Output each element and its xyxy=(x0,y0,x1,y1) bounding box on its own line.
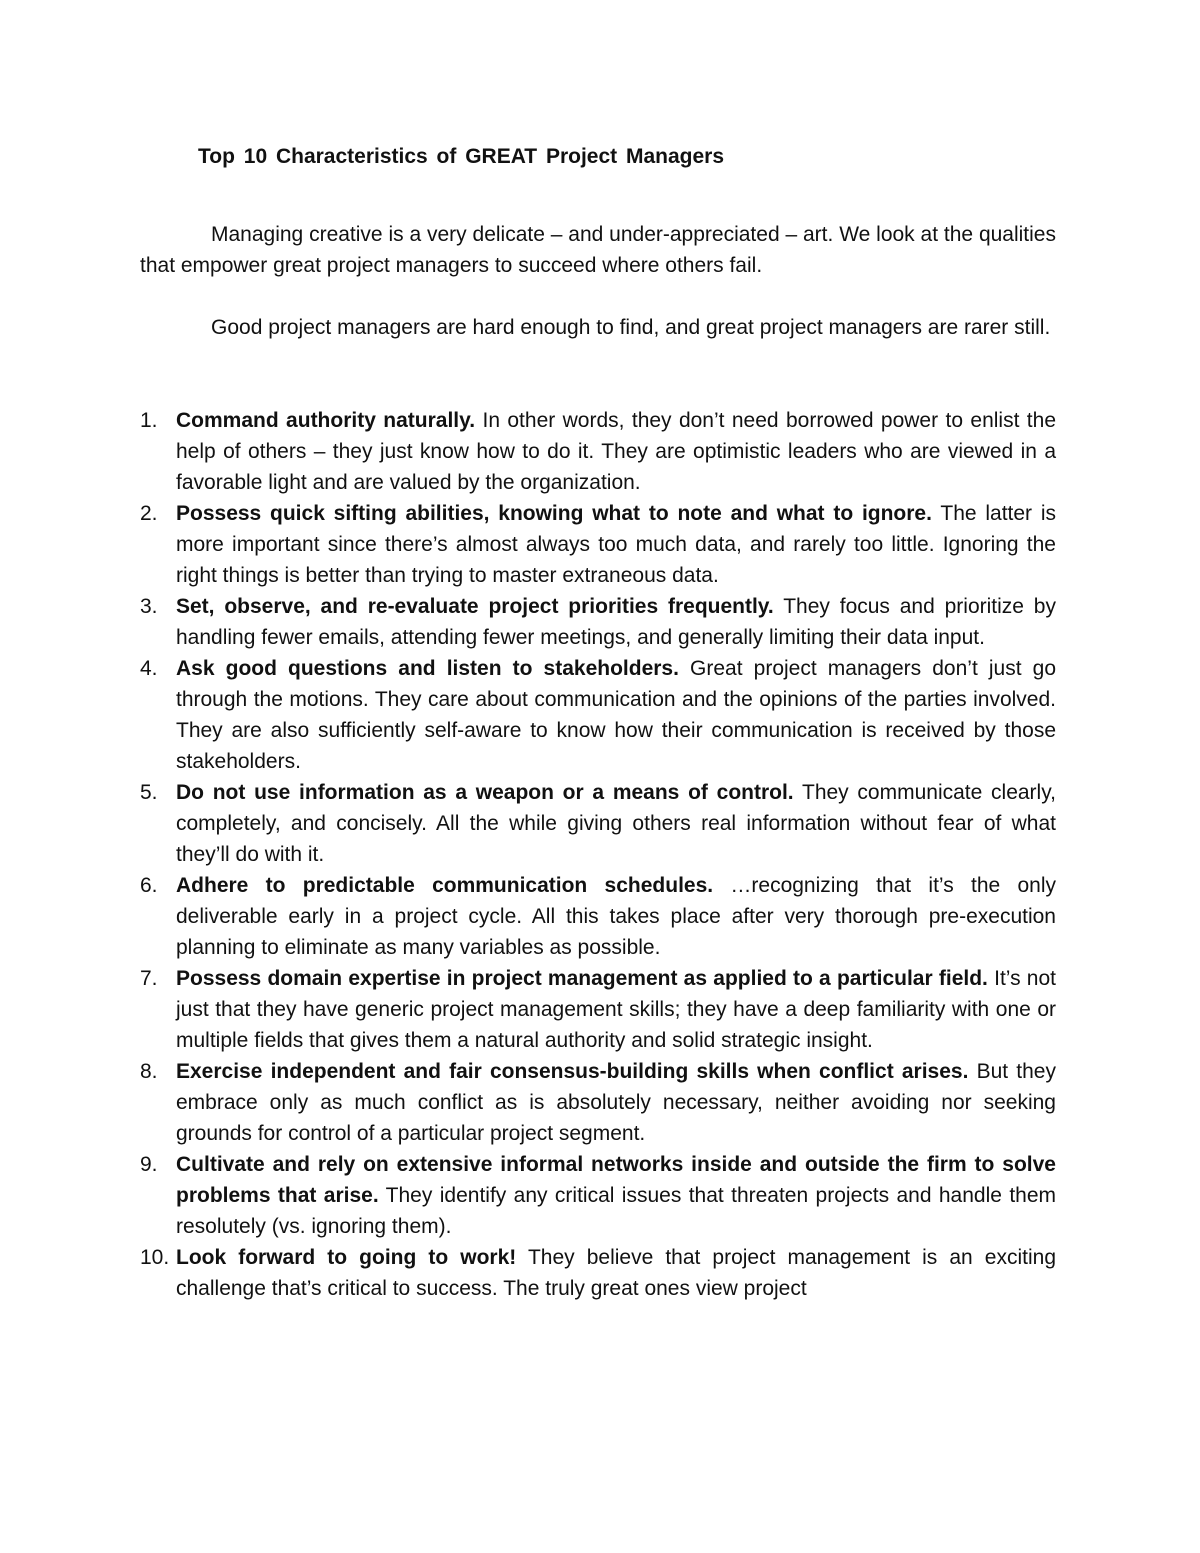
list-item-number: 7. xyxy=(140,967,158,990)
list-item xyxy=(140,1242,1056,1304)
list-item-body: It’s not just that they have generic project management skills; they have a deep familiarity with one or multiple fields that gives them a natural authority and solid strategic insight. xyxy=(176,967,1056,1052)
list-item-body: The latter is more important since there’s almost always too much data, and rarely too little. Ignoring the right things is better than trying to master extraneous data. xyxy=(176,502,1056,587)
second-paragraph: Good project managers are hard enough to find, and great project managers are rarer still. xyxy=(211,316,1051,339)
list-item xyxy=(140,405,1056,498)
list-item xyxy=(140,1149,1056,1242)
list-item-heading: Look forward to going to work! xyxy=(176,1246,517,1269)
document-title: Top 10 Characteristics of GREAT Project Managers xyxy=(198,145,725,168)
list-item-body: In other words, they don’t need borrowed power to enlist the help of others – they just know how to do it. They are optimistic leaders who are viewed in a favorable light and are valued by the organization. xyxy=(176,409,1056,494)
list-item-heading: Possess domain expertise in project management as applied to a particular field. xyxy=(176,967,988,990)
list-item-heading: Adhere to predictable communication schedules. xyxy=(176,874,714,897)
list-item-number: 3. xyxy=(140,595,158,618)
list-item xyxy=(140,870,1056,963)
list-item xyxy=(140,777,1056,870)
list-item-heading: Cultivate and rely on extensive informal networks inside and outside the firm to solve problems that arise. xyxy=(176,1153,1056,1207)
list-item xyxy=(140,498,1056,591)
list-item-body: Great project managers don’t just go through the motions. They care about communication and the opinions of the parties involved. They are also sufficiently self-aware to know how their communication is received by those stakeholders. xyxy=(176,657,1057,773)
list-item-heading: Possess quick sifting abilities, knowing what to note and what to ignore. xyxy=(176,502,932,525)
list-item xyxy=(140,591,1056,653)
list-item-body: They communicate clearly, completely, and concisely. All the while giving others real information without fear of what they’ll do with it. xyxy=(176,781,1056,866)
list-item-body: They believe that project management is an exciting challenge that’s critical to success. The truly great ones view project xyxy=(176,1246,1056,1300)
list-item-body: They focus and prioritize by handling fewer emails, attending fewer meetings, and generally limiting their data input. xyxy=(176,595,1056,649)
list-item-number: 8. xyxy=(140,1060,158,1083)
list-item-number: 10. xyxy=(140,1246,170,1269)
list-item-number: 4. xyxy=(140,657,158,680)
list-item xyxy=(140,653,1056,777)
list-item-number: 5. xyxy=(140,781,158,804)
list-item-number: 6. xyxy=(140,874,158,897)
list-item-heading: Command authority naturally. xyxy=(176,409,476,432)
list-item-number: 1. xyxy=(140,409,158,432)
list-item-body: But they embrace only as much conflict as is absolutely necessary, neither avoiding nor seeking grounds for control of a particular project segment. xyxy=(176,1060,1056,1145)
list-item-body: …recognizing that it’s the only deliverable early in a project cycle. All this takes place after very thorough pre-execution planning to eliminate as many variables as possible. xyxy=(176,874,1056,959)
list-item xyxy=(140,1056,1056,1149)
list-item xyxy=(140,963,1056,1056)
list-item-number: 9. xyxy=(140,1153,158,1176)
list-item-number: 2. xyxy=(140,502,158,525)
characteristics-list xyxy=(140,405,1056,1304)
intro-paragraph: Managing creative is a very delicate – and under-appreciated – art. We look at the qualities that empower great project managers to succeed where others fail. xyxy=(140,223,1056,277)
list-item-heading: Exercise independent and fair consensus-building skills when conflict arises. xyxy=(176,1060,969,1083)
list-item-heading: Ask good questions and listen to stakeholders. xyxy=(176,657,679,680)
list-item-heading: Do not use information as a weapon or a means of control. xyxy=(176,781,794,804)
list-item-body: They identify any critical issues that threaten projects and handle them resolutely (vs. ignoring them). xyxy=(176,1184,1057,1238)
list-item-heading: Set, observe, and re-evaluate project priorities frequently. xyxy=(176,595,774,618)
